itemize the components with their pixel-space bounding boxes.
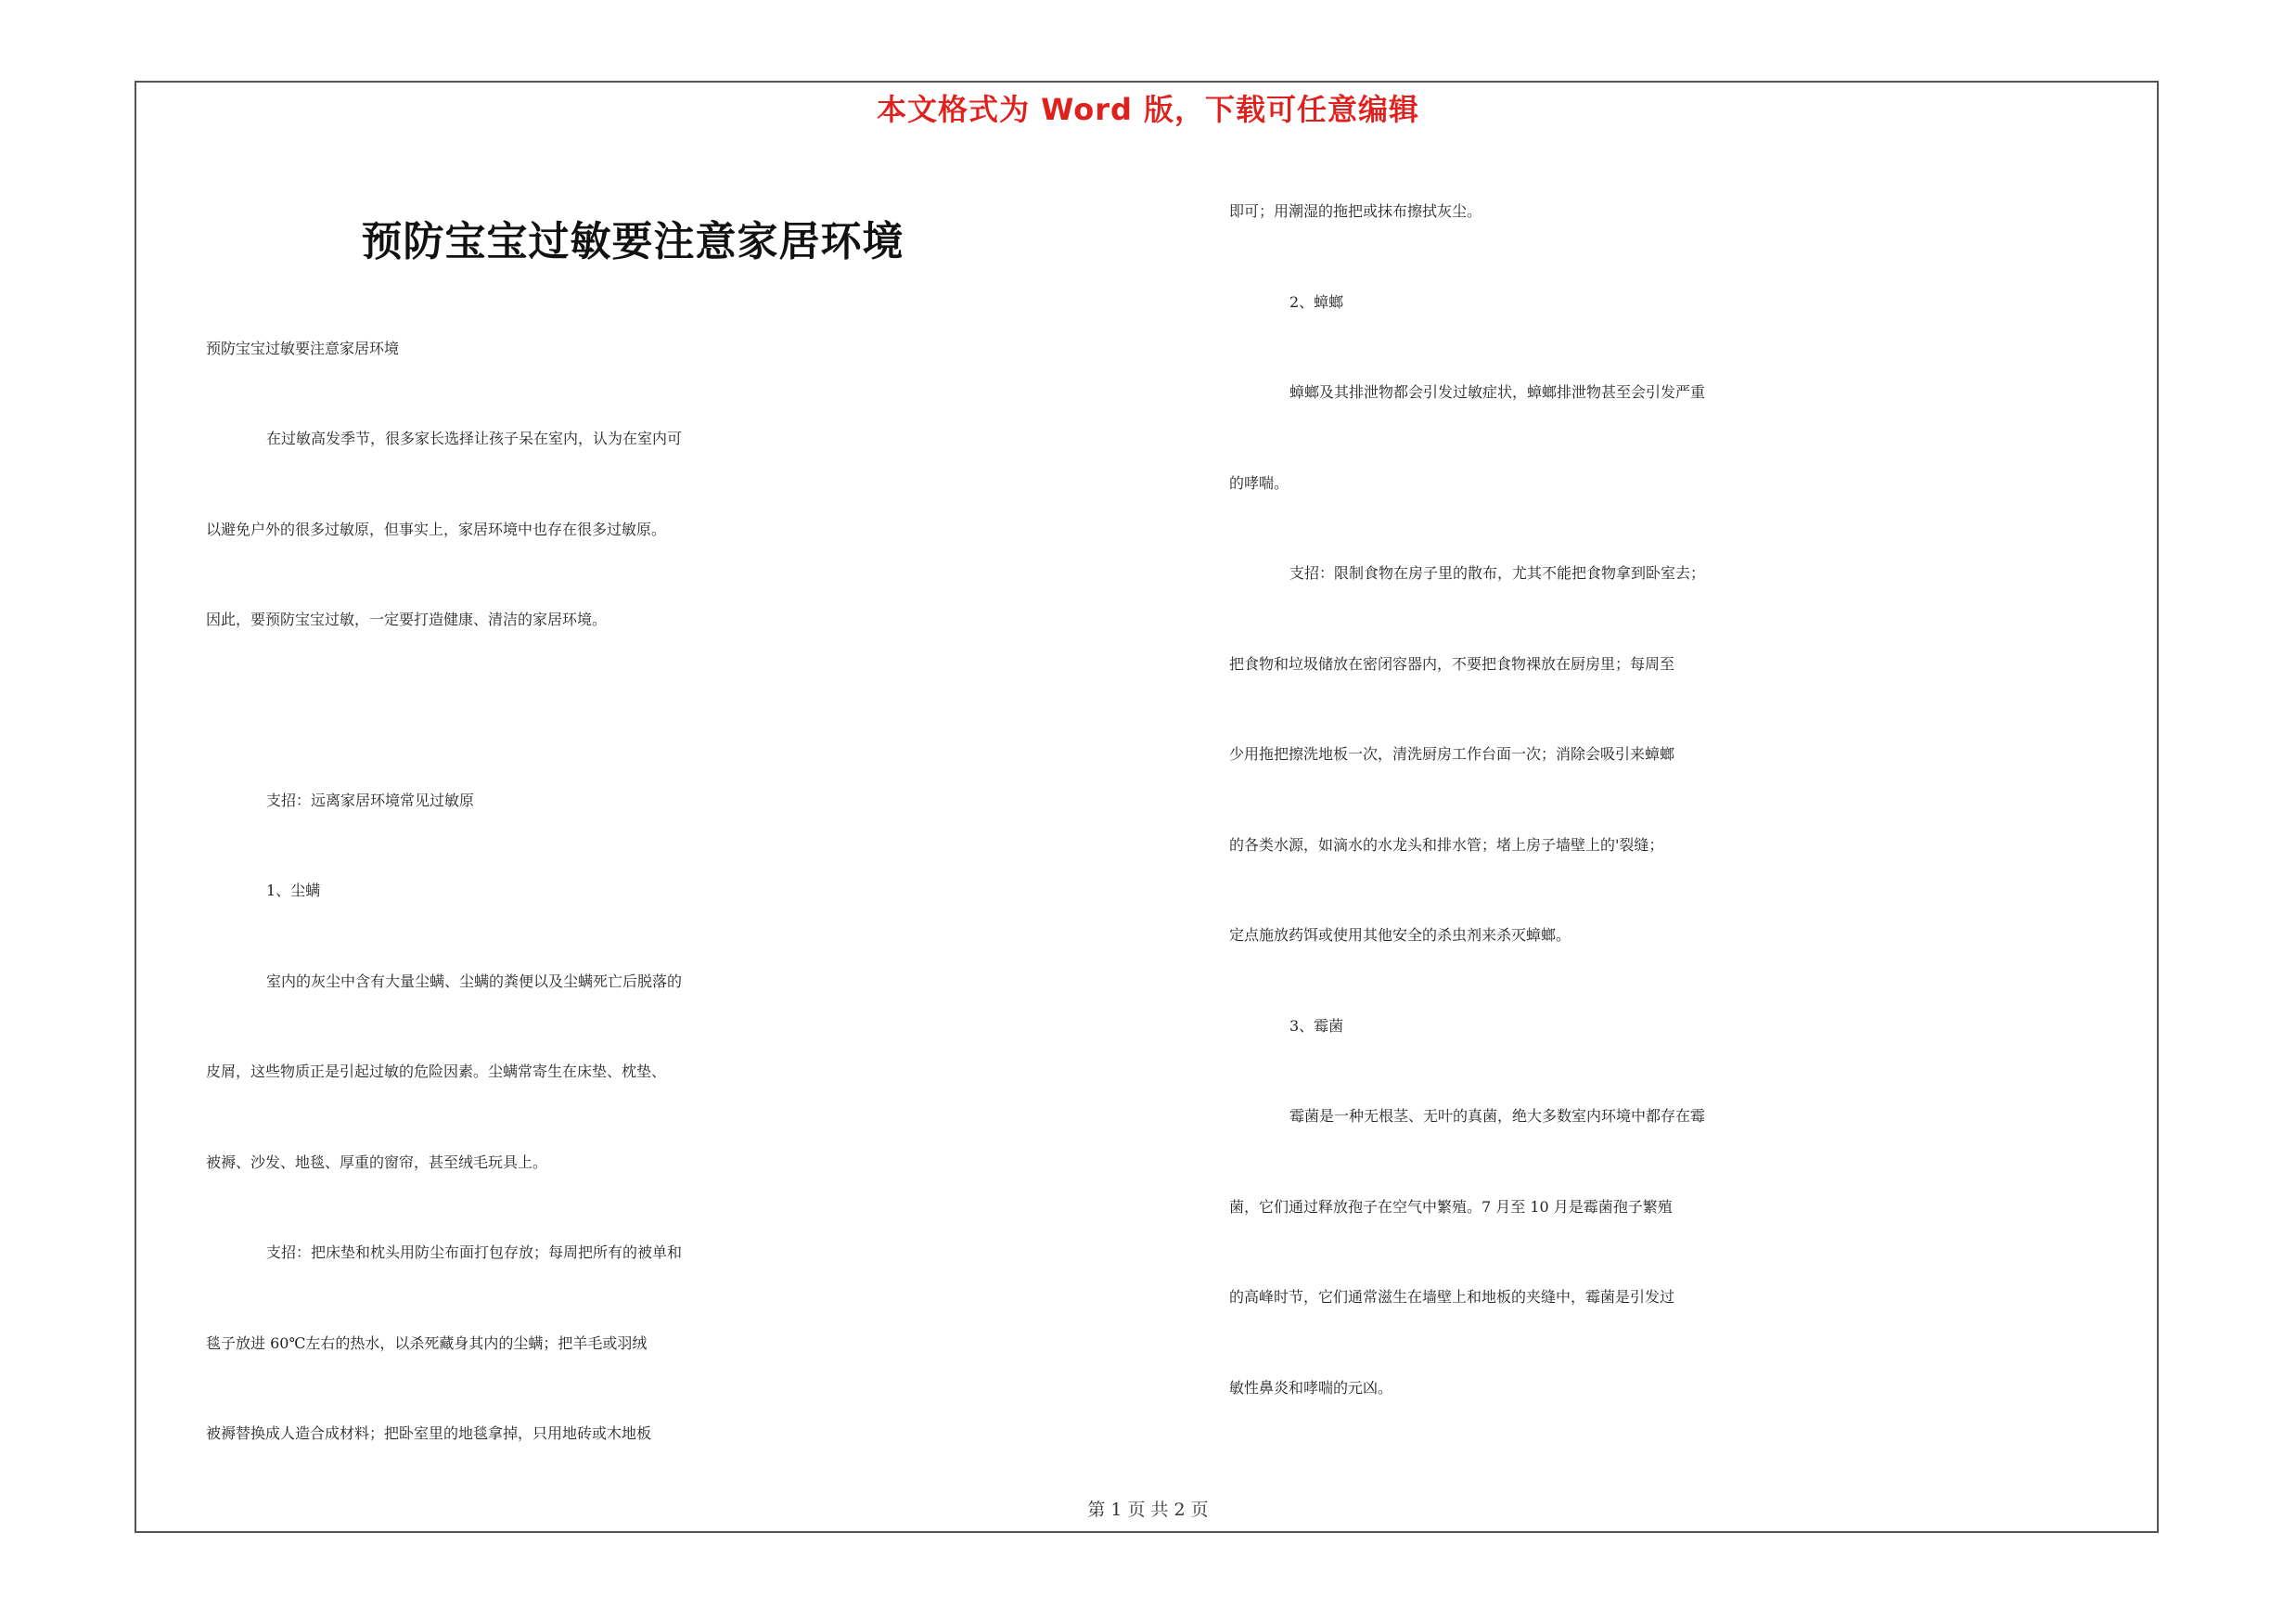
document-title: 预防宝宝过敏要注意家居环境 [361, 218, 904, 265]
left-line: 被褥替换成人造合成材料；把卧室里的地毯拿掉，只用地砖或木地板 [206, 1424, 652, 1442]
left-line: 在过敏高发季节，很多家长选择让孩子呆在室内，认为在室内可 [266, 430, 683, 447]
right-line: 定点施放药饵或使用其他安全的杀虫剂来杀灭蟑螂。 [1229, 926, 1571, 944]
right-line: 蟑螂及其排泄物都会引发过敏症状，蟑螂排泄物甚至会引发严重 [1289, 383, 1706, 401]
right-line: 少用拖把擦洗地板一次，清洗厨房工作台面一次；消除会吸引来蟑螂 [1229, 745, 1675, 763]
page-number-footer: 第 1 页 共 2 页 [1087, 1500, 1209, 1520]
left-line: 室内的灰尘中含有大量尘螨、尘螨的粪便以及尘螨死亡后脱落的 [266, 973, 683, 990]
word-format-banner: 本文格式为 Word 版，下载可任意编辑 [876, 92, 1420, 127]
right-line: 霉菌是一种无根茎、无叶的真菌，绝大多数室内环境中都存在霉 [1289, 1107, 1706, 1125]
right-subheading-cockroach: 2、蟑螂 [1289, 293, 1344, 311]
left-line: 因此，要预防宝宝过敏，一定要打造健康、清洁的家居环境。 [206, 611, 608, 628]
left-line: 毯子放进 60℃左右的热水，以杀死藏身其内的尘螨；把羊毛或羽绒 [206, 1334, 648, 1352]
right-line: 即可；用潮湿的拖把或抹布擦拭灰尘。 [1229, 202, 1482, 220]
left-line: 以避免户外的很多过敏原，但事实上，家居环境中也存在很多过敏原。 [206, 521, 667, 538]
left-paragraph-heading: 预防宝宝过敏要注意家居环境 [206, 340, 400, 357]
left-subheading-dust-mites: 1、尘螨 [266, 882, 321, 899]
left-section-heading: 支招：远离家居环境常见过敏原 [266, 792, 475, 809]
right-line: 的高峰时节，它们通常滋生在墙壁上和地板的夹缝中，霉菌是引发过 [1229, 1288, 1675, 1306]
left-line: 被褥、沙发、地毯、厚重的窗帘，甚至绒毛玩具上。 [206, 1153, 548, 1171]
left-line: 支招：把床垫和枕头用防尘布面打包存放；每周把所有的被单和 [266, 1243, 683, 1261]
right-line: 的哮喘。 [1229, 474, 1289, 492]
right-line: 支招：限制食物在房子里的散布，尤其不能把食物拿到卧室去； [1289, 564, 1706, 582]
right-line: 菌，它们通过释放孢子在空气中繁殖。7 月至 10 月是霉菌孢子繁殖 [1229, 1198, 1673, 1216]
right-subheading-mold: 3、霉菌 [1289, 1017, 1344, 1035]
right-line: 的各类水源，如滴水的水龙头和排水管；堵上房子墙壁上的'裂缝； [1229, 836, 1664, 854]
left-line: 皮屑，这些物质正是引起过敏的危险因素。尘螨常寄生在床垫、枕垫、 [206, 1063, 667, 1080]
right-line: 把食物和垃圾储放在密闭容器内，不要把食物裸放在厨房里；每周至 [1229, 655, 1675, 673]
right-line: 敏性鼻炎和哮喘的元凶。 [1229, 1379, 1393, 1397]
